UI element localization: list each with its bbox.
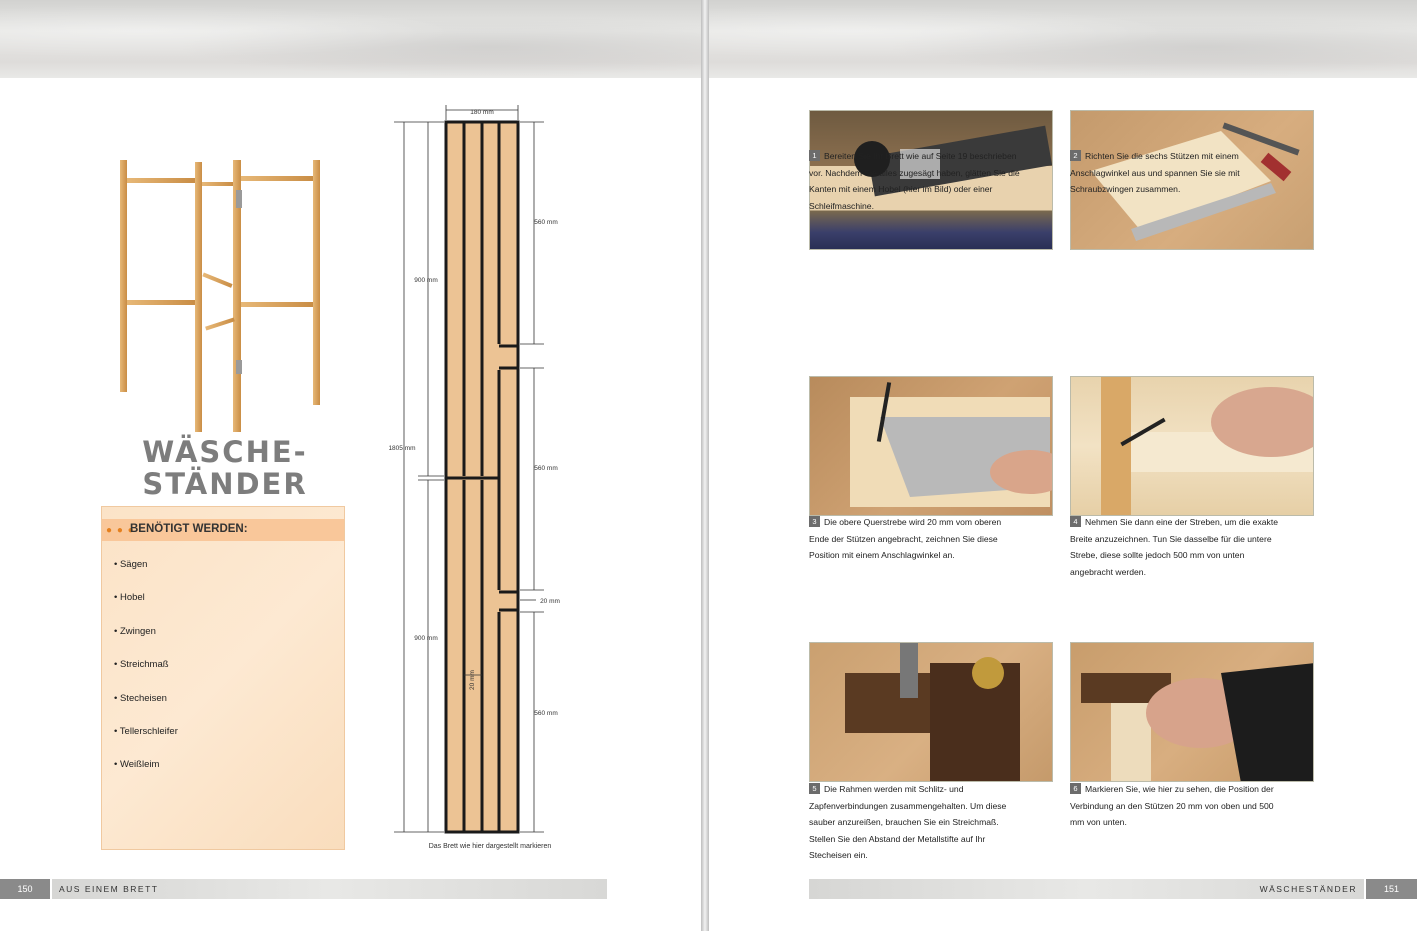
materials-list <box>114 559 178 793</box>
footer-section: AUS EINEM BRETT <box>59 884 159 894</box>
plan-caption: Das Brett wie hier dargestellt markieren <box>428 843 552 850</box>
segment2-dimension: 560 mm <box>534 465 558 472</box>
width-dimension: 180 mm <box>470 109 494 116</box>
total-dimension: 1805 mm <box>388 445 416 452</box>
right-page <box>709 0 1417 931</box>
upper-dimension: 900 mm <box>414 277 438 284</box>
list-item: • Sägen <box>114 559 148 570</box>
step-number: 6 <box>1070 783 1081 794</box>
footer-bar <box>809 879 1364 899</box>
page-number: 150 <box>0 879 50 899</box>
step6-photo <box>1070 642 1314 782</box>
footer-section: WÄSCHESTÄNDER <box>1259 884 1357 894</box>
materials-header <box>102 519 344 541</box>
list-item: • Tellerschleifer <box>114 725 178 737</box>
cutting-plan-diagram <box>380 100 580 860</box>
step5-text: 5 Die Rahmen werden mit Schlitz- und Zapfenverbindungen zusammengehalten. Um diese sauber anzureißen, brauchen Sie ein Streichmaß. Stellen Sie den Abstand der Metallstifte auf Ihr Stecheisen ein. <box>809 784 1007 861</box>
materials-box <box>101 506 345 850</box>
step-number: 1 <box>809 150 820 161</box>
list-item: • Stecheisen <box>114 692 167 704</box>
list-item: • Streichmaß <box>114 659 169 671</box>
step6-text: 6 Markieren Sie, wie hier zu sehen, die Position der Verbindung an den Stützen 20 mm von oben und 500 mm von unten. <box>1070 784 1274 828</box>
step4-photo <box>1070 376 1314 516</box>
list-item: • Zwingen <box>114 625 156 637</box>
step5-photo <box>809 642 1053 782</box>
bullet-dots-icon: ● ● ● <box>106 525 135 536</box>
step4-text: 4 Nehmen Sie dann eine der Streben, um die exakte Breite anzuzeichnen. Tun Sie dasselbe für die untere Strebe, diese sollte jedoch 500 mm von unten angebracht werden. <box>1070 517 1279 577</box>
list-item: • Weißleim <box>114 759 160 771</box>
step2-text: 2 Richten Sie die sechs Stützen mit einem Anschlagwinkel aus und spannen Sie sie mit Schraubzwingen zusammen. <box>1070 151 1240 195</box>
page-title: WÄSCHE- STÄNDER <box>142 435 308 501</box>
segment1-dimension: 560 mm <box>534 219 558 226</box>
segment3-dimension: 560 mm <box>534 710 558 717</box>
step1-text: 1 Bereiten Sie Ihr Brett wie auf Seite 19 beschrieben vor. Nachdem Sie alles zugesägt haben, glätten Sie die Kanten mit einem Hobel (hier im Bild) oder einer Schleifmaschine. <box>809 151 1020 211</box>
lower-dimension: 900 mm <box>414 635 438 642</box>
drying-rack-photo <box>110 150 340 440</box>
book-gutter <box>701 0 709 931</box>
strip-dimension: 20 mm <box>469 670 476 690</box>
materials-title: BENÖTIGT WERDEN: <box>130 523 248 535</box>
list-item: • Hobel <box>114 592 145 604</box>
left-page <box>0 0 701 931</box>
step-number: 4 <box>1070 516 1081 527</box>
page-number: 151 <box>1366 879 1417 899</box>
step3-text: 3 Die obere Querstrebe wird 20 mm vom oberen Ende der Stützen angebracht, zeichnen Sie diese Position mit einem Anschlagwinkel an. <box>809 517 1002 561</box>
footer-bar <box>52 879 607 899</box>
gap-dimension: 20 mm <box>540 598 560 605</box>
header-texture <box>0 0 701 78</box>
step3-photo <box>809 376 1053 516</box>
step-number: 5 <box>809 783 820 794</box>
step-number: 3 <box>809 516 820 527</box>
step-number: 2 <box>1070 150 1081 161</box>
header-texture <box>709 0 1417 78</box>
